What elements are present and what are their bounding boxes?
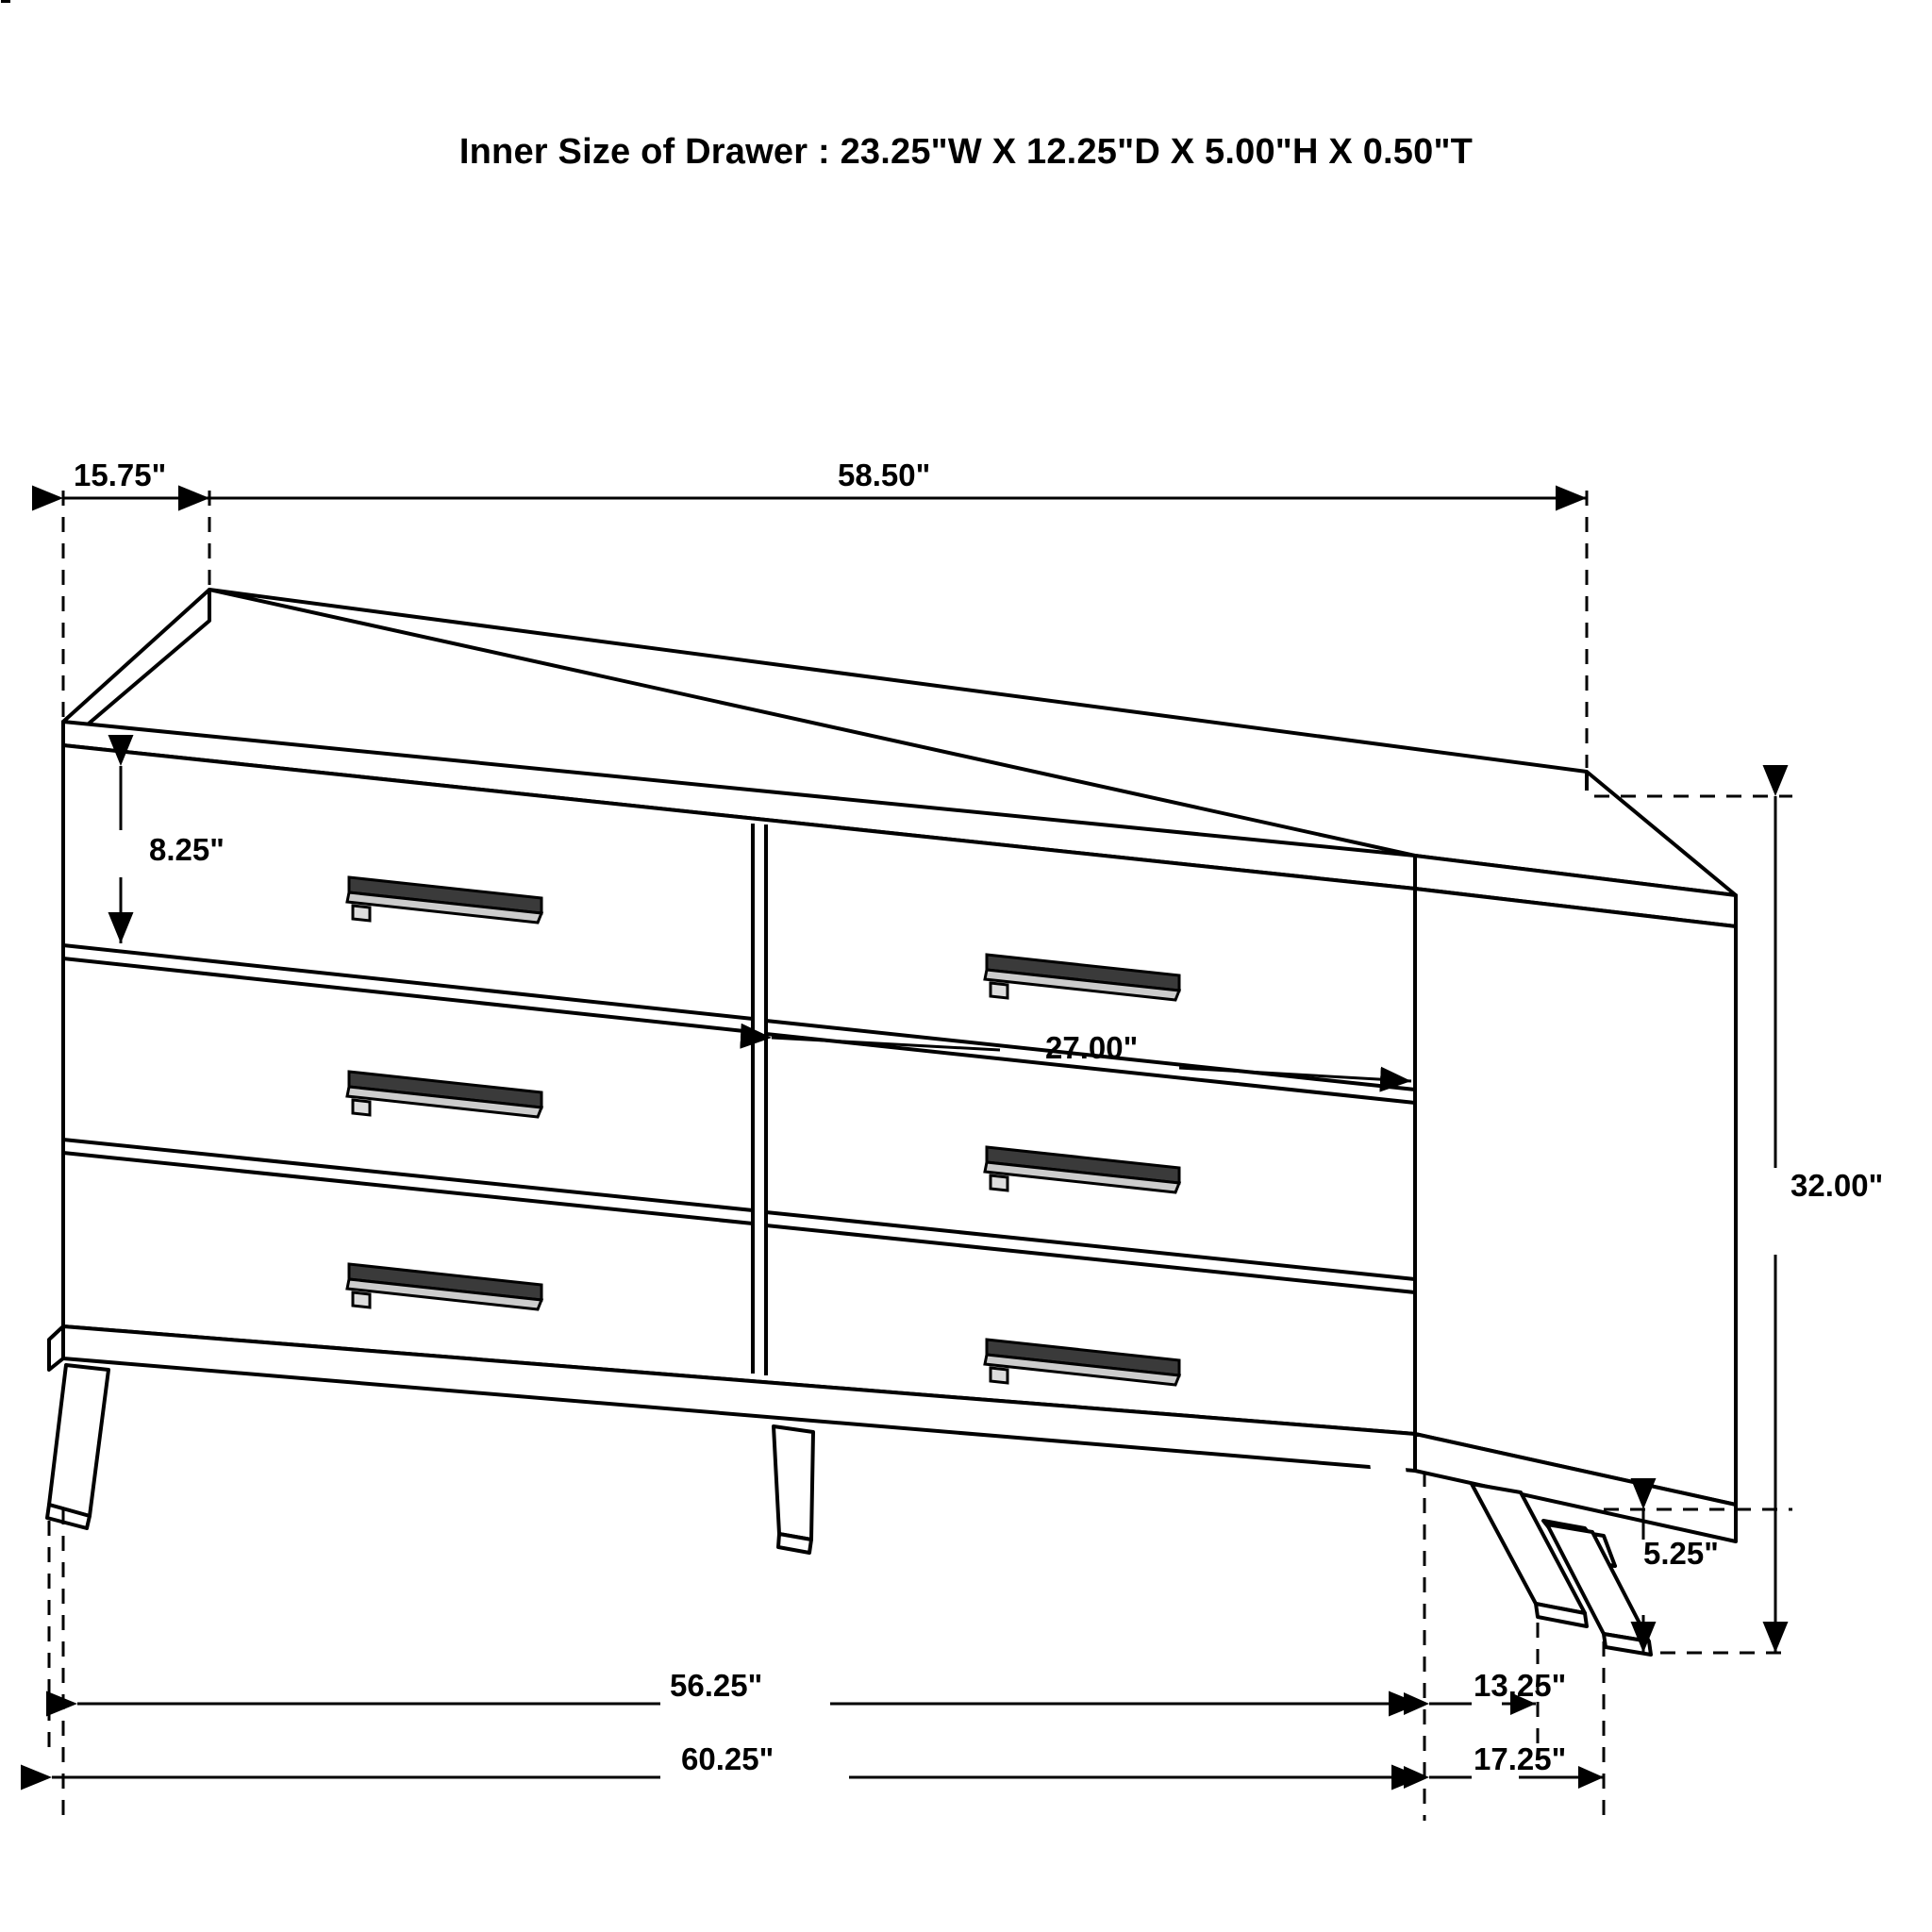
diagram-title: Inner Size of Drawer : 23.25"W X 12.25"D X 5.00"H X 0.50"T [458, 132, 1474, 172]
leg-front-left [47, 1365, 108, 1528]
leg-center-front [774, 1426, 813, 1553]
label-overall-width: 60.25" [681, 1741, 774, 1776]
label-total-height: 32.00" [1790, 1168, 1884, 1203]
label-case-width-front: 56.25" [670, 1668, 763, 1703]
extension-lines-bottom [49, 1472, 1604, 1821]
cabinet-body [1, 1, 1736, 1626]
label-leg-height: 5.25" [1643, 1536, 1719, 1571]
label-depth-lower: 13.25" [1474, 1668, 1567, 1703]
right-side-panel [1415, 889, 1736, 1505]
label-overall-depth: 17.25" [1474, 1741, 1567, 1776]
label-drawer-height: 8.25" [149, 832, 225, 867]
label-depth-top: 15.75" [74, 458, 167, 492]
label-drawer-width: 27.00" [1045, 1030, 1139, 1065]
label-width-top: 58.50" [838, 458, 931, 492]
